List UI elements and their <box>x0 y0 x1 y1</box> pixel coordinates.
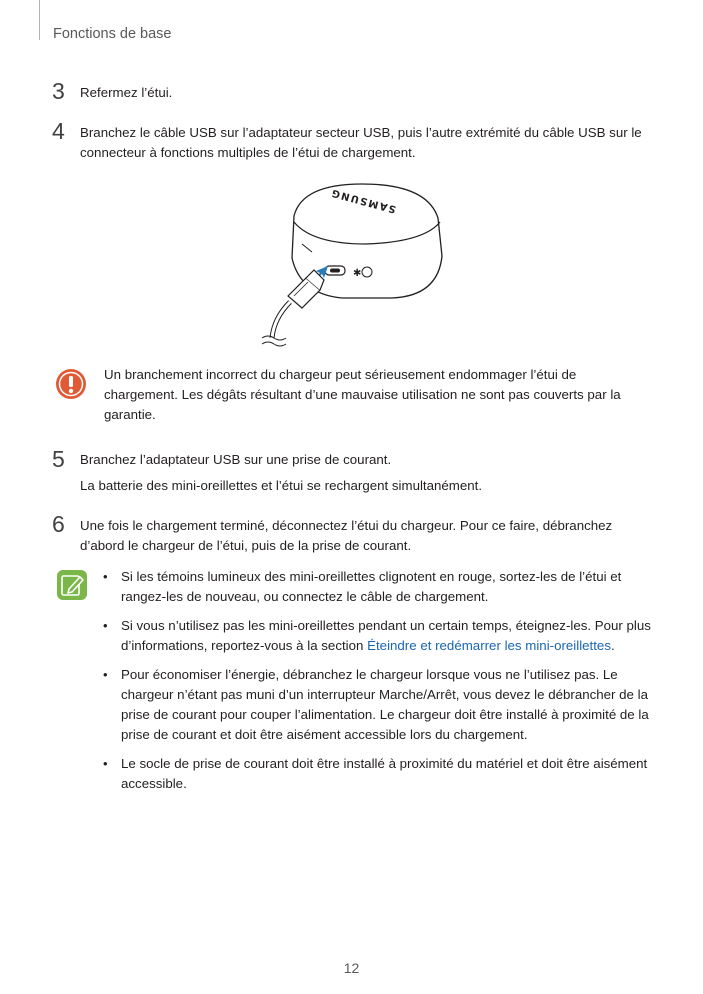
bullet-dot: • <box>103 618 108 633</box>
note-item-text: Si les témoins lumineux des mini-oreillettes clignotent en rouge, sortez-les de l’étui et rangez-les de nouveau, ou connectez le câble de chargement. <box>121 569 622 604</box>
charging-case-illustration <box>242 178 462 363</box>
note-list <box>103 567 658 803</box>
section-link[interactable]: Éteindre et redémarrer les mini-oreillettes <box>367 638 611 653</box>
note-item <box>103 616 658 656</box>
step-6-text: Une fois le chargement terminé, déconnectez l’étui du chargeur. Pour ce faire, débranchez d’abord le chargeur de l’étui, puis de la prise de courant. <box>80 518 613 553</box>
note-item-text: Le socle de prise de courant doit être installé à proximité du matériel et doit être aisément accessible. <box>121 756 648 791</box>
step-6-number: 6 <box>52 511 65 537</box>
step-5-number: 5 <box>52 446 65 472</box>
note-item-text: Si vous n’utilisez pas les mini-oreillettes pendant un certain temps, éteignez-les. Pour plus d’informations, reportez-vous à la section <box>121 618 651 653</box>
step-5-text: Branchez l’adaptateur USB sur une prise de courant. <box>80 452 392 467</box>
step-5-subtext: La batterie des mini-oreillettes et l’étui se rechargent simultanément. <box>80 478 483 493</box>
note-item-text-end: . <box>610 638 615 653</box>
step-4-text: Branchez le câble USB sur l’adaptateur secteur USB, puis l’autre extrémité du câble USB sur le connecteur à fonctions multiples de l’étui de chargement. <box>80 125 642 160</box>
note-item <box>103 665 658 745</box>
bullet-dot: • <box>103 667 108 682</box>
step-3-number: 3 <box>52 78 65 104</box>
note-pencil-icon <box>56 569 88 606</box>
step-3-text: Refermez l’étui. <box>80 85 173 100</box>
usb-cable <box>272 302 290 338</box>
page-number: 12 <box>343 960 360 976</box>
note-item-text: Pour économiser l’énergie, débranchez le chargeur lorsque vous ne l’utilisez pas. Le chargeur n’étant pas muni d’un interrupteur Marche/Arrêt, vous devez le débrancher de la prise de courant pour couper l’alimentation. Le chargeur doit être installé à proximité de la prise de courant et doit être aisément accessible lors du chargement. <box>121 667 649 742</box>
caution-text: Un branchement incorrect du chargeur peut sérieusement endommager l’étui de chargement. Les dégâts résultant d’une mauvaise utilisation ne sont pas couverts par la garantie. <box>104 367 621 422</box>
bluetooth-icon: ✱ <box>353 268 362 279</box>
bullet-dot: • <box>103 569 108 584</box>
caution-exclamation-icon <box>55 368 87 405</box>
step-4-number: 4 <box>52 118 65 144</box>
header-rule <box>39 0 40 40</box>
note-item <box>103 567 658 607</box>
note-item <box>103 754 658 794</box>
case-brand: SAMSUNG <box>329 186 398 215</box>
page-header-title: Fonctions de base <box>53 26 172 42</box>
bullet-dot: • <box>103 756 108 771</box>
